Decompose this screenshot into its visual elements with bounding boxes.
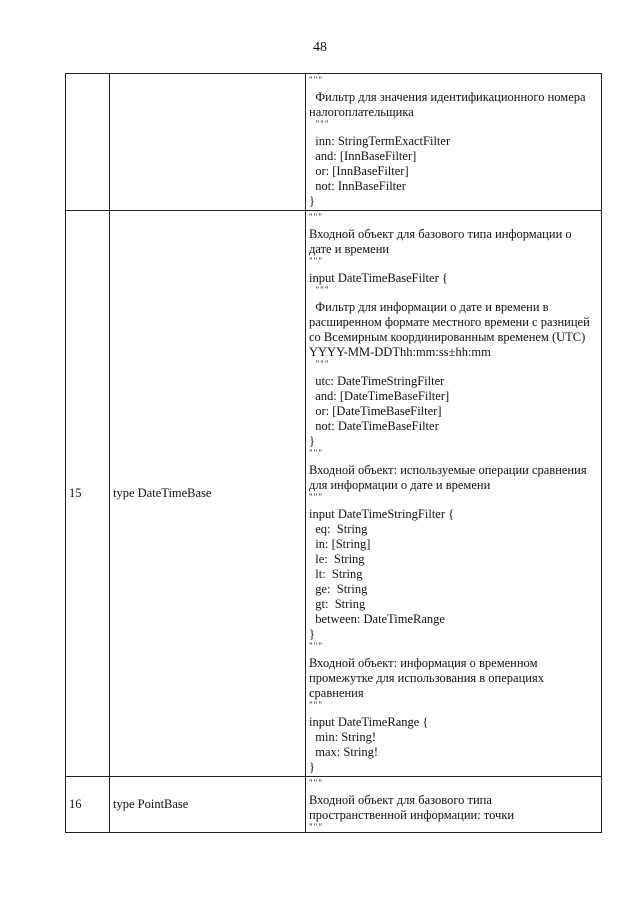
code-line: промежутке для использования в операциях bbox=[309, 671, 544, 685]
docstring-quotes: """ bbox=[309, 75, 324, 85]
code-line: gt: String bbox=[309, 597, 366, 611]
code-line: Входной объект: информация о временном bbox=[309, 656, 538, 670]
code-line: Фильтр для информации о дате и времени в bbox=[309, 300, 549, 314]
code-line: дате и времени bbox=[309, 242, 390, 256]
docstring-quotes: """ bbox=[309, 212, 324, 222]
code-line: min: String! bbox=[309, 730, 377, 744]
docstring-quotes: """ bbox=[309, 119, 330, 129]
code-line: } bbox=[309, 627, 315, 641]
row-number-cell: 15 bbox=[66, 211, 110, 777]
code-line: пространственной информации: точки bbox=[309, 808, 515, 822]
schema-definition-cell bbox=[306, 211, 602, 777]
code-line: input DateTimeBaseFilter { bbox=[309, 271, 448, 285]
code-line: not: DateTimeBaseFilter bbox=[309, 419, 439, 433]
code-line: eq: String bbox=[309, 522, 368, 536]
code-line: input DateTimeRange { bbox=[309, 715, 429, 729]
row-number-cell: 16 bbox=[66, 777, 110, 833]
type-name-cell: type PointBase bbox=[110, 777, 306, 833]
code-line: Входной объект для базового типа информации о bbox=[309, 227, 572, 241]
code-line: } bbox=[309, 760, 315, 774]
code-line: le: String bbox=[309, 552, 365, 566]
code-line: utc: DateTimeStringFilter bbox=[309, 374, 445, 388]
table-row bbox=[66, 777, 602, 833]
schema-definition-cell bbox=[306, 777, 602, 833]
code-line: lt: String bbox=[309, 567, 363, 581]
code-line: or: [DateTimeBaseFilter] bbox=[309, 404, 442, 418]
code-line: Входной объект: используемые операции сравнения bbox=[309, 463, 587, 477]
code-line: ge: String bbox=[309, 582, 368, 596]
code-line: inn: StringTermExactFilter bbox=[309, 134, 451, 148]
code-line: between: DateTimeRange bbox=[309, 612, 445, 626]
docstring-quotes: """ bbox=[309, 359, 330, 369]
docstring-quotes: """ bbox=[309, 700, 324, 710]
specification-table bbox=[65, 73, 602, 833]
docstring-quotes: """ bbox=[309, 492, 324, 502]
type-name-cell bbox=[110, 74, 306, 211]
code-line: } bbox=[309, 194, 315, 208]
page-number: 48 bbox=[313, 40, 327, 55]
code-line: Фильтр для значения идентификационного номера bbox=[309, 90, 586, 104]
code-line: in: [String] bbox=[309, 537, 371, 551]
docstring-quotes: """ bbox=[309, 778, 324, 788]
type-name-cell: type DateTimeBase bbox=[110, 211, 306, 777]
docstring-quotes: """ bbox=[309, 448, 324, 458]
code-line: and: [InnBaseFilter] bbox=[309, 149, 417, 163]
schema-definition-cell bbox=[306, 74, 602, 211]
table-row bbox=[66, 211, 602, 777]
docstring-quotes: """ bbox=[309, 256, 324, 266]
code-line: not: InnBaseFilter bbox=[309, 179, 406, 193]
code-line: YYYY-MM-DDThh:mm:ss±hh:mm bbox=[309, 345, 491, 359]
code-line: для информации о дате и времени bbox=[309, 478, 491, 492]
code-line: расширенном формате местного времени с разницей bbox=[309, 315, 590, 329]
docstring-quotes: """ bbox=[309, 285, 330, 295]
row-number-cell bbox=[66, 74, 110, 211]
code-line: input DateTimeStringFilter { bbox=[309, 507, 455, 521]
code-line: } bbox=[309, 434, 315, 448]
code-line: Входной объект для базового типа bbox=[309, 793, 492, 807]
code-line: со Всемирным координированным временем (UTC) bbox=[309, 330, 586, 344]
code-line: налогоплательщика bbox=[309, 105, 414, 119]
docstring-quotes: """ bbox=[309, 822, 324, 832]
code-line: and: [DateTimeBaseFilter] bbox=[309, 389, 450, 403]
code-line: сравнения bbox=[309, 686, 364, 700]
table-row bbox=[66, 74, 602, 211]
code-line: max: String! bbox=[309, 745, 379, 759]
code-line: or: [InnBaseFilter] bbox=[309, 164, 409, 178]
docstring-quotes: """ bbox=[309, 641, 324, 651]
